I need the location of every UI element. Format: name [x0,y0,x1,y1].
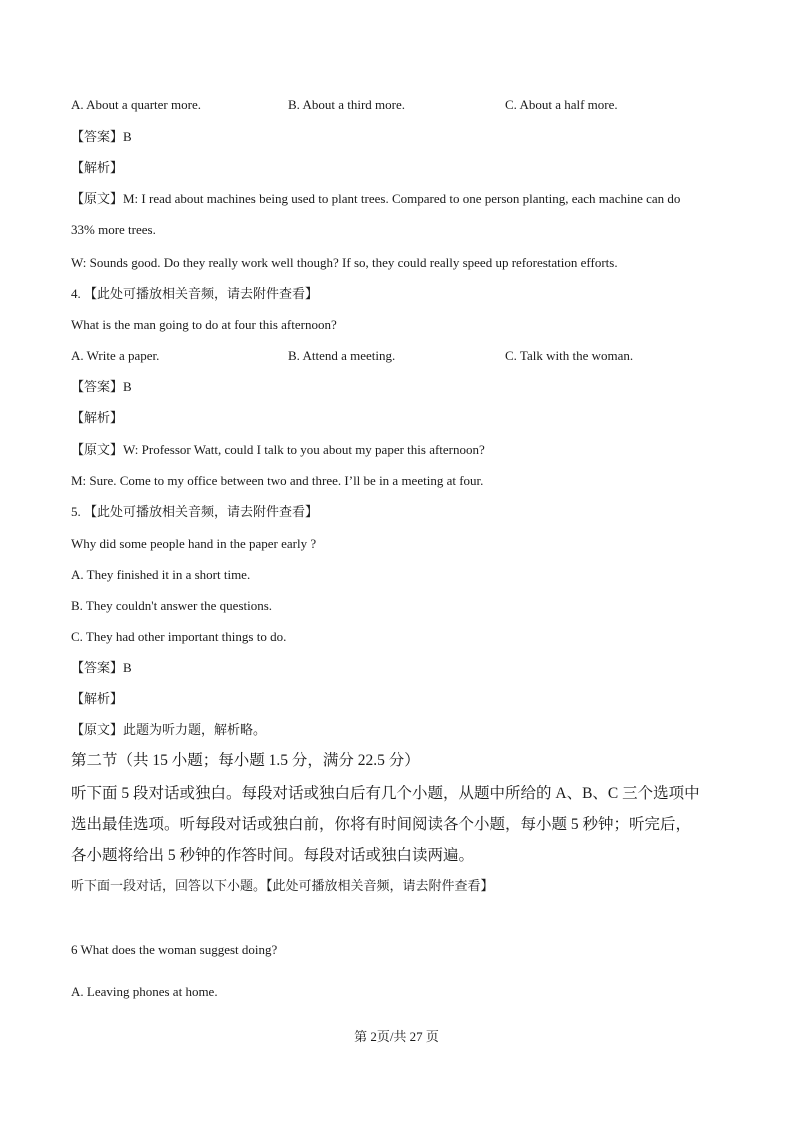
section2-audio-note: 听下面一段对话，回答以下小题。【此处可播放相关音频，请去附件查看】 [71,878,494,893]
q5-analysis-label: 【解析】 [71,691,124,706]
q3-option-a: A. About a quarter more. [71,97,201,112]
q5-option-a: A. They finished it in a short time. [71,567,251,582]
q4-option-c: C. Talk with the woman. [505,348,634,363]
q4-option-a: A. Write a paper. [71,348,160,363]
q4-question: What is the man going to do at four this afternoon? [71,317,337,332]
q6-question: 6 What does the woman suggest doing? [71,942,278,957]
q3-transcript-line-3: W: Sounds good. Do they really work well though? If so, they could really speed up reforestation efforts. [71,255,618,270]
q5-answer: 【答案】B [71,660,132,675]
q3-option-b: B. About a third more. [288,97,405,112]
section2-instructions-line-3: 各小题将给出 5 秒钟的作答时间。每段对话或独白读两遍。 [71,847,475,864]
section2-instructions-line-1: 听下面 5 段对话或独白。每段对话或独白后有几个小题，从题中所给的 A、B、C 三个选项中 [71,785,700,802]
q4-answer: 【答案】B [71,379,132,394]
q5-option-c: C. They had other important things to do. [71,629,287,644]
q3-transcript-line-2: 33% more trees. [71,222,156,237]
q3-option-c: C. About a half more. [505,97,618,112]
q3-analysis-label: 【解析】 [71,160,124,175]
page-number-footer: 第 2页/共 27 页 [354,1029,439,1044]
q4-analysis-label: 【解析】 [71,410,124,425]
section2-title: 第二节（共 15 小题；每小题 1.5 分，满分 22.5 分） [71,752,420,769]
q3-answer: 【答案】B [71,129,132,144]
q5-transcript: 【原文】此题为听力题，解析略。 [71,722,267,737]
section2-instructions-line-2: 选出最佳选项。听每段对话或独白前，你将有时间阅读各个小题，每小题 5 秒钟；听完后， [71,816,692,833]
q4-transcript-line-2: M: Sure. Come to my office between two and three. I’ll be in a meeting at four. [71,473,484,488]
q4-transcript-line-1: 【原文】W: Professor Watt, could I talk to you about my paper this afternoon? [71,442,485,457]
q3-transcript-line-1: 【原文】M: I read about machines being used to plant trees. Compared to one person planting, each machine can do [71,191,681,206]
q5-question: Why did some people hand in the paper early ? [71,536,317,551]
q4-option-b: B. Attend a meeting. [288,348,396,363]
q5-option-b: B. They couldn't answer the questions. [71,598,273,613]
q4-header: 4. 【此处可播放相关音频，请去附件查看】 [71,286,319,301]
q5-header: 5. 【此处可播放相关音频，请去附件查看】 [71,504,319,519]
q6-option-a: A. Leaving phones at home. [71,984,218,999]
